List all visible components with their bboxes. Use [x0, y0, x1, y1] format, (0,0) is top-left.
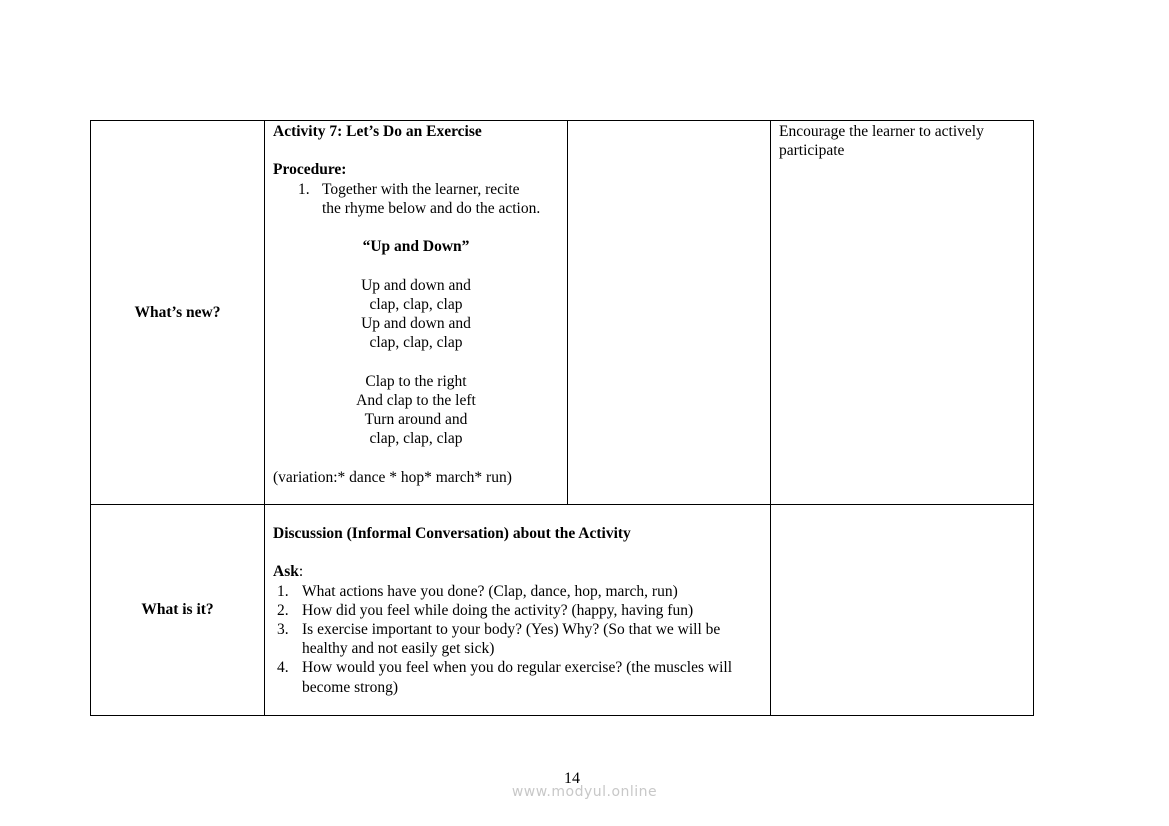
whats-new-label: What’s new? — [91, 121, 265, 505]
question-list — [273, 582, 762, 697]
question-text: Is exercise important to your body? (Yes) Why? (So that we will be healthy and not easily get sick) — [302, 621, 721, 658]
what-is-it-notes-cell — [771, 505, 1034, 716]
procedure-item — [273, 180, 559, 218]
page-number: 14 — [564, 770, 580, 787]
procedure-number: 1. — [298, 180, 310, 198]
procedure-text — [322, 180, 540, 218]
rhyme-stanza-2 — [273, 372, 559, 449]
rhyme-stanza-1 — [273, 276, 559, 353]
question-number: 2. — [277, 601, 289, 619]
ask-label: Ask — [273, 563, 299, 581]
question-text: How did you feel while doing the activity? (happy, having fun) — [302, 601, 694, 619]
whats-new-row — [91, 121, 1034, 505]
rhyme-line: Up and down and — [361, 314, 471, 332]
rhyme-line: Turn around and — [364, 410, 468, 428]
lesson-plan-table — [90, 120, 1034, 716]
list-item — [273, 582, 762, 601]
activity-title: Activity 7: Let’s Do an Exercise — [273, 123, 482, 140]
variation-note: (variation:* dance * hop* march* run) — [273, 468, 512, 486]
rhyme-line: Up and down and — [361, 276, 471, 294]
discussion-title: Discussion (Informal Conversation) about the Activity — [273, 525, 631, 542]
whats-new-notes: Encourage the learner to actively participate — [779, 123, 984, 160]
procedure-label: Procedure: — [273, 161, 347, 179]
question-number: 1. — [277, 582, 289, 600]
rhyme-line: And clap to the left — [356, 391, 476, 409]
what-is-it-label: What is it? — [91, 505, 265, 716]
question-number: 3. — [277, 621, 289, 638]
rhyme-line: clap, clap, clap — [369, 334, 463, 352]
procedure-line-2: the rhyme below and do the action. — [322, 199, 541, 217]
list-item — [273, 620, 762, 658]
rhyme-title: “Up and Down” — [362, 238, 470, 256]
watermark: www.modyul.online — [511, 784, 658, 800]
list-item — [273, 601, 762, 620]
rhyme-line: clap, clap, clap — [369, 430, 463, 448]
rhyme-line: clap, clap, clap — [369, 295, 463, 313]
question-text: How would you feel when you do regular exercise? (the muscles will become strong) — [302, 659, 732, 696]
rhyme-line: Clap to the right — [365, 372, 467, 390]
ask-heading — [273, 562, 762, 581]
whats-new-activity-cell — [265, 121, 568, 505]
list-item — [273, 658, 762, 696]
procedure-line-1: Together with the learner, recite — [322, 180, 520, 198]
whats-new-notes-cell — [771, 121, 1034, 505]
question-text: What actions have you done? (Clap, dance, hop, march, run) — [302, 582, 678, 600]
whats-new-empty-cell — [568, 121, 771, 505]
what-is-it-content-cell — [265, 505, 771, 716]
ask-colon: : — [298, 563, 304, 581]
question-number: 4. — [277, 659, 289, 677]
what-is-it-row — [91, 505, 1034, 716]
